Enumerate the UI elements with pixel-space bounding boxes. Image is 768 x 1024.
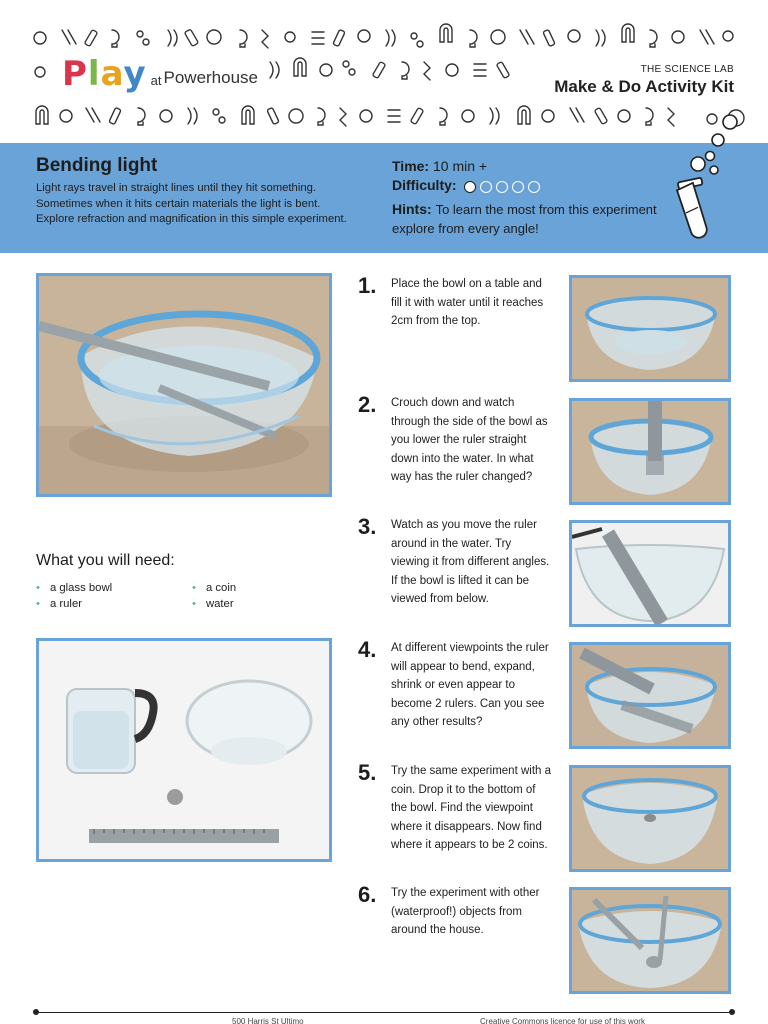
logo-at: at <box>150 73 162 88</box>
step-2-photo <box>569 398 731 505</box>
hero-photo-bowl-with-ruler <box>36 273 332 497</box>
step-5-photo <box>569 765 731 872</box>
bowl-filled-illustration <box>572 278 728 379</box>
step-number: 6. <box>358 882 377 907</box>
material-item: • a glass bowl <box>36 580 112 596</box>
difficulty-dot-empty <box>512 181 524 193</box>
material-item: • water <box>192 596 236 612</box>
step-2 <box>358 392 558 512</box>
activity-info-band <box>0 143 768 253</box>
bowl-ruler-illustration <box>39 276 329 494</box>
step-number: 1. <box>358 273 377 298</box>
step-text: At different viewpoints the ruler will appear to bend, expand, shrink or even appear to become 2 rulers. Can you see any other results? <box>391 642 549 729</box>
step-text: Try the same experiment with a coin. Drop it to the bottom of the bowl. Find the viewpoint where it disappears. Now find where it appears to be 2 coins. <box>391 765 551 852</box>
difficulty-dot-filled <box>464 181 476 193</box>
ruler-moving-illustration <box>572 523 728 624</box>
hints-label: Hints: <box>392 200 432 217</box>
difficulty-dot-empty <box>528 181 540 193</box>
materials-photo <box>36 638 332 862</box>
materials-illustration <box>39 641 329 859</box>
kit-title: Make & Do Activity Kit <box>554 77 734 96</box>
materials-list-right <box>192 580 236 612</box>
step-number: 4. <box>358 637 377 662</box>
difficulty-row <box>392 176 682 196</box>
ruler-bending-illustration <box>572 645 728 746</box>
time-label: Time: <box>392 158 430 174</box>
step-text: Try the experiment with other (waterproof!) objects from around the house. <box>391 887 540 937</box>
step-4-photo <box>569 642 731 749</box>
step-5 <box>358 760 558 880</box>
time-row <box>392 157 682 176</box>
activity-title: Bending light <box>36 155 158 176</box>
footer-address: 500 Harris St Ultimo <box>232 1017 304 1024</box>
logo-powerhouse: Powerhouse <box>163 68 259 87</box>
hints-row <box>392 200 682 238</box>
difficulty-rating <box>464 177 544 196</box>
footer-dot-left <box>33 1009 39 1015</box>
step-text: Crouch down and watch through the side of the bowl as you lower the ruler straight down into the water. In what way has the ruler changed? <box>391 397 548 484</box>
step-text: Place the bowl on a table and fill it with water until it reaches 2cm from the top. <box>391 278 544 328</box>
time-value: 10 min + <box>432 158 488 174</box>
kit-label <box>548 62 740 99</box>
step-number: 5. <box>358 760 377 785</box>
step-text: Watch as you move the ruler around in the water. Try viewing it from different angles. If the bowl is lifted it can be viewed from below. <box>391 519 550 606</box>
difficulty-dot-empty <box>480 181 492 193</box>
step-6 <box>358 882 558 952</box>
difficulty-dot-empty <box>496 181 508 193</box>
step-4 <box>358 637 558 757</box>
material-item: • a coin <box>192 580 236 596</box>
ruler-lowered-illustration <box>572 401 728 502</box>
play-at-powerhouse-logo <box>56 52 268 96</box>
footer-licence: Creative Commons licence for use of this work <box>480 1017 645 1024</box>
step-number: 2. <box>358 392 377 417</box>
test-tube-icon <box>668 108 748 248</box>
materials-heading: What you will need: <box>36 552 175 569</box>
footer-dot-right <box>729 1009 735 1015</box>
page-header <box>0 0 768 142</box>
step-1 <box>358 273 558 363</box>
step-3 <box>358 514 558 614</box>
hints-text: To learn the most from this experiment explore from every angle! <box>392 201 657 236</box>
step-6-photo <box>569 887 731 994</box>
step-number: 3. <box>358 514 377 539</box>
science-lab-label: THE SCIENCE LAB <box>640 64 734 75</box>
difficulty-label: Difficulty: <box>392 177 457 193</box>
step-1-photo <box>569 275 731 382</box>
objects-in-bowl-illustration <box>572 890 728 991</box>
step-3-photo <box>569 520 731 627</box>
activity-meta <box>392 157 682 238</box>
coin-in-bowl-illustration <box>572 768 728 869</box>
material-item: • a ruler <box>36 596 112 612</box>
activity-intro: Light rays travel in straight lines until they hit something. Sometimes when it hits certain materials the light is bent. Explore refraction and magnification in this simple experiment. <box>36 182 347 225</box>
footer-rule <box>36 1012 732 1013</box>
logo-play-word: Play <box>62 54 147 94</box>
materials-list-left <box>36 580 112 612</box>
